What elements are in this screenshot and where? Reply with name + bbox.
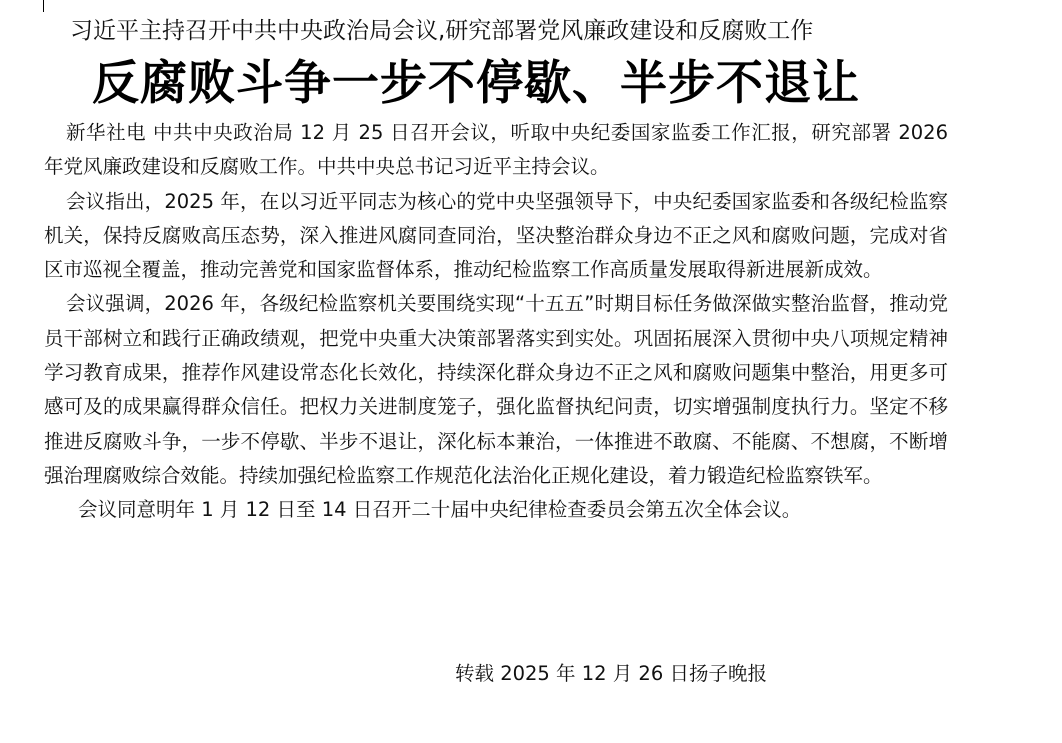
paragraph-1: 新华社电 中共中央政治局 12 月 25 日召开会议，听取中央纪委国家监委工作汇报，研究部署 2026 年党风廉政建设和反腐败工作。中共中央总书记习近平主持会议。 bbox=[44, 121, 948, 179]
paragraph-3: 会议强调，2026 年，各级纪检监察机关要围绕实现“十五五”时期目标任务做深做实整治监督，推动党员干部树立和践行正确政绩观，把党中央重大决策部署落实到实处。巩固拓展深入贯彻中央八项规定精神学习教育成果，推荐作风建设常态化长效化，持续深化群众身边不正之风和腐败问题集中整治，用更多可感可及的成果赢得群众信任。把权力关进制度笼子，强化监督执纪问责，切实增强制度执行力。坚定不移推进反腐败斗争，一步不停歇、半步不退让，深化标本兼治，一体推进不敢腐、不能腐、不想腐，不断增强治理腐败综合效能。持续加强纪检监察工作规范化法治化正规化建设，着力锻造纪检监察铁军。 bbox=[44, 292, 948, 487]
article-body bbox=[44, 116, 948, 528]
article-headline: 反腐败斗争一步不停歇、半步不退让 bbox=[92, 56, 860, 111]
source-attribution: 转载 2025 年 12 月 26 日扬子晚报 bbox=[455, 662, 767, 685]
text-cursor bbox=[43, 0, 44, 12]
paragraph-2: 会议指出，2025 年，在以习近平同志为核心的党中央坚强领导下，中央纪委国家监委和各级纪检监察机关，保持反腐败高压态势，深入推进风腐同查同治，坚决整治群众身边不正之风和腐败问题，完成对省区市巡视全覆盖，推动完善党和国家监督体系，推动纪检监察工作高质量发展取得新进展新成效。 bbox=[44, 189, 948, 282]
paragraph-4: 会议同意明年 1 月 12 日至 14 日召开二十届中央纪律检查委员会第五次全体会议。 bbox=[78, 498, 802, 522]
article-subheading: 习近平主持召开中共中央政治局会议,研究部署党风廉政建设和反腐败工作 bbox=[70, 18, 814, 44]
